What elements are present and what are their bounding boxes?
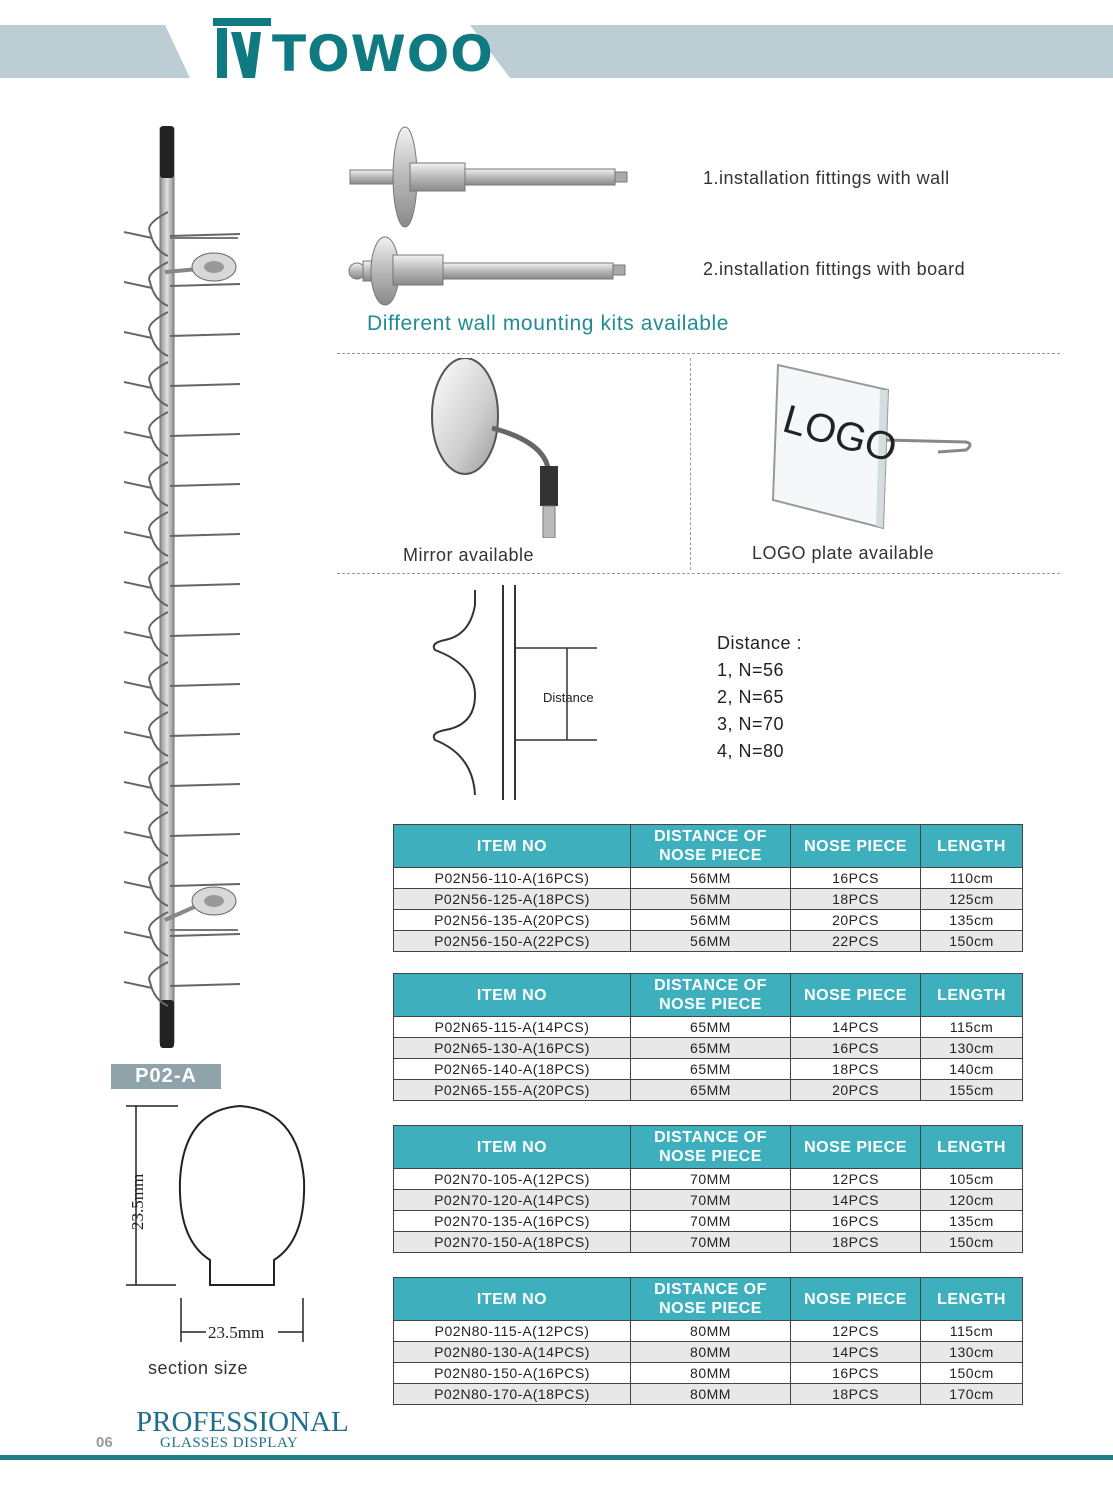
hook-prong (124, 782, 152, 788)
table-cell: 155cm (921, 1080, 1023, 1101)
table-cell: P02N56-125-A(18PCS) (394, 889, 631, 910)
section-width-label: 23.5mm (208, 1323, 265, 1342)
spec-table-n65 (393, 973, 1023, 1101)
mirror-illustration (420, 358, 580, 538)
col-distance-line2: NOSE PIECE (659, 1300, 762, 1317)
table-row (394, 1038, 1023, 1059)
hook-prong (170, 734, 240, 736)
distance-item: 1, N=56 (717, 660, 785, 680)
mirror-caption: Mirror available (403, 545, 535, 565)
table-cell: 115cm (921, 1017, 1023, 1038)
distance-list (717, 630, 802, 765)
hook-prong (124, 732, 152, 738)
board-fitting-illustration (349, 237, 625, 305)
table-cell: 135cm (921, 1211, 1023, 1232)
table-cell: 22PCS (791, 931, 921, 952)
distance-diagram (415, 585, 615, 805)
table-cell: 135cm (921, 910, 1023, 931)
hook-prong (124, 382, 152, 388)
col-item-no: ITEM NO (394, 825, 631, 868)
col-distance (631, 1278, 791, 1321)
hook-prong (170, 384, 240, 386)
kits-title: Different wall mounting kits available (367, 312, 730, 335)
table-cell: 130cm (921, 1038, 1023, 1059)
table-cell: P02N70-105-A(12PCS) (394, 1169, 631, 1190)
col-item-no: ITEM NO (394, 1278, 631, 1321)
table-cell: 70MM (631, 1190, 791, 1211)
table-cell: P02N56-135-A(20PCS) (394, 910, 631, 931)
spec-table-n56 (393, 824, 1023, 952)
table-cell: P02N80-130-A(14PCS) (394, 1342, 631, 1363)
table-row (394, 1017, 1023, 1038)
col-nose-piece: NOSE PIECE (791, 974, 921, 1017)
hook-prong (124, 482, 152, 488)
table-cell: 150cm (921, 1232, 1023, 1253)
table-cell: 140cm (921, 1059, 1023, 1080)
hook-prong (170, 684, 240, 686)
hook-prong (124, 682, 152, 688)
col-item-no: ITEM NO (394, 1126, 631, 1169)
table-cell: 14PCS (791, 1342, 921, 1363)
table-cell: P02N70-120-A(14PCS) (394, 1190, 631, 1211)
hook-prong (170, 584, 240, 586)
divider-top (337, 353, 1060, 354)
header-band-left (0, 25, 190, 78)
table-cell: 16PCS (791, 1363, 921, 1384)
section-height-label: 23.5mm (128, 1173, 147, 1230)
table-cell: P02N65-115-A(14PCS) (394, 1017, 631, 1038)
table-cell: 12PCS (791, 1321, 921, 1342)
hook-prong (124, 282, 152, 288)
page-number: 06 (96, 1434, 113, 1451)
divider-bottom (337, 573, 1060, 574)
brand-logo-icon (213, 18, 271, 78)
table-cell: 80MM (631, 1342, 791, 1363)
table-row (394, 1232, 1023, 1253)
table-cell: 110cm (921, 868, 1023, 889)
table-cell: 150cm (921, 1363, 1023, 1384)
table-row (394, 910, 1023, 931)
table-cell: 56MM (631, 931, 791, 952)
table-row (394, 1384, 1023, 1405)
table-cell: P02N56-150-A(22PCS) (394, 931, 631, 952)
col-length: LENGTH (921, 825, 1023, 868)
table-cell: 16PCS (791, 1211, 921, 1232)
table-row (394, 1169, 1023, 1190)
footer-rule (0, 1455, 1113, 1460)
table-cell: 80MM (631, 1363, 791, 1384)
col-item-no: ITEM NO (394, 974, 631, 1017)
table-cell: 56MM (631, 889, 791, 910)
table-cell: P02N65-155-A(20PCS) (394, 1080, 631, 1101)
col-distance-line1: DISTANCE OF (654, 1281, 767, 1298)
table-cell: 70MM (631, 1211, 791, 1232)
table-header-row (394, 825, 1023, 868)
table-cell: 120cm (921, 1190, 1023, 1211)
logo-plate-illustration (768, 360, 978, 535)
table-cell: 20PCS (791, 1080, 921, 1101)
table-cell: 18PCS (791, 889, 921, 910)
col-distance (631, 825, 791, 868)
hook-prong (170, 484, 240, 486)
wall-fitting-illustration (345, 125, 635, 315)
table-cell: 170cm (921, 1384, 1023, 1405)
col-distance-line1: DISTANCE OF (654, 1129, 767, 1146)
hook-prong (170, 284, 240, 286)
table-row (394, 1059, 1023, 1080)
table-cell: 56MM (631, 910, 791, 931)
table-row (394, 1363, 1023, 1384)
spec-table-n70 (393, 1125, 1023, 1253)
table-header-row (394, 1126, 1023, 1169)
table-cell: 18PCS (791, 1384, 921, 1405)
hook-prong (124, 432, 152, 438)
col-length: LENGTH (921, 1278, 1023, 1321)
header-band-right (470, 25, 1113, 78)
table-cell: 16PCS (791, 868, 921, 889)
spec-table-n80 (393, 1277, 1023, 1405)
footer-professional: PROFESSIONAL (136, 1406, 349, 1438)
distance-item: 4, N=80 (717, 741, 785, 761)
table-cell: 18PCS (791, 1059, 921, 1080)
hook-prong (170, 634, 240, 636)
col-distance-line1: DISTANCE OF (654, 828, 767, 845)
display-rail-illustration (110, 120, 260, 1055)
hook-prong (170, 934, 240, 936)
table-row (394, 931, 1023, 952)
col-distance-line2: NOSE PIECE (659, 1148, 762, 1165)
table-row (394, 1342, 1023, 1363)
col-distance-line2: NOSE PIECE (659, 847, 762, 864)
hook-prong (170, 334, 240, 336)
footer-subtitle: GLASSES DISPLAY (160, 1435, 299, 1451)
hook-prong (124, 582, 152, 588)
hook-prong (124, 532, 152, 538)
hook-prong (170, 834, 240, 836)
table-cell: 56MM (631, 868, 791, 889)
col-distance-line2: NOSE PIECE (659, 996, 762, 1013)
distance-item: 3, N=70 (717, 714, 785, 734)
section-profile-diagram (118, 1100, 318, 1345)
table-cell: 115cm (921, 1321, 1023, 1342)
table-cell: 14PCS (791, 1190, 921, 1211)
hook-prong (124, 632, 152, 638)
logo-plate-text: LOGO (778, 396, 902, 472)
table-cell: 125cm (921, 889, 1023, 910)
table-cell: 150cm (921, 931, 1023, 952)
table-cell: 20PCS (791, 910, 921, 931)
hook-prong (124, 832, 152, 838)
col-length: LENGTH (921, 1126, 1023, 1169)
distance-item: 2, N=65 (717, 687, 785, 707)
table-cell: 80MM (631, 1384, 791, 1405)
table-row (394, 1321, 1023, 1342)
fitting-wall-label: 1.installation fittings with wall (703, 168, 950, 188)
col-distance-line1: DISTANCE OF (654, 977, 767, 994)
table-cell: P02N80-170-A(18PCS) (394, 1384, 631, 1405)
table-cell: P02N80-150-A(16PCS) (394, 1363, 631, 1384)
table-cell: P02N56-110-A(16PCS) (394, 868, 631, 889)
hook-prong (170, 534, 240, 536)
table-cell: P02N70-150-A(18PCS) (394, 1232, 631, 1253)
table-row (394, 868, 1023, 889)
hook-prong (170, 884, 240, 886)
section-size-caption: section size (148, 1358, 249, 1378)
col-length: LENGTH (921, 974, 1023, 1017)
distance-title: Distance : (717, 633, 803, 653)
table-cell: 80MM (631, 1321, 791, 1342)
hook-prong (124, 932, 152, 938)
model-label: P02-A (111, 1064, 221, 1089)
hook-prong (124, 882, 152, 888)
brand-name: TOWOO (272, 25, 494, 83)
table-row (394, 1211, 1023, 1232)
table-row (394, 1080, 1023, 1101)
col-nose-piece: NOSE PIECE (791, 1126, 921, 1169)
hook-prong (124, 982, 152, 988)
hook-prong (124, 232, 152, 238)
divider-middle (690, 358, 691, 570)
logo-plate-caption: LOGO plate available (752, 543, 935, 563)
hook-prong (124, 332, 152, 338)
hook-prong (170, 234, 240, 236)
hook-prong (170, 784, 240, 786)
table-cell: 16PCS (791, 1038, 921, 1059)
hook-prong (170, 434, 240, 436)
fitting-board-label: 2.installation fittings with board (703, 259, 966, 279)
hook-prong (170, 984, 240, 986)
col-nose-piece: NOSE PIECE (791, 1278, 921, 1321)
table-cell: 18PCS (791, 1232, 921, 1253)
table-cell: 130cm (921, 1342, 1023, 1363)
table-row (394, 889, 1023, 910)
table-cell: P02N70-135-A(16PCS) (394, 1211, 631, 1232)
table-cell: 14PCS (791, 1017, 921, 1038)
table-cell: 65MM (631, 1059, 791, 1080)
table-header-row (394, 974, 1023, 1017)
table-cell: 65MM (631, 1080, 791, 1101)
col-nose-piece: NOSE PIECE (791, 825, 921, 868)
table-cell: P02N65-130-A(16PCS) (394, 1038, 631, 1059)
table-cell: 65MM (631, 1017, 791, 1038)
table-cell: 12PCS (791, 1169, 921, 1190)
table-cell: 65MM (631, 1038, 791, 1059)
col-distance (631, 1126, 791, 1169)
distance-diagram-label: Distance (543, 690, 594, 705)
table-header-row (394, 1278, 1023, 1321)
col-distance (631, 974, 791, 1017)
table-cell: 70MM (631, 1232, 791, 1253)
table-cell: P02N80-115-A(12PCS) (394, 1321, 631, 1342)
table-cell: 70MM (631, 1169, 791, 1190)
table-cell: 105cm (921, 1169, 1023, 1190)
table-cell: P02N65-140-A(18PCS) (394, 1059, 631, 1080)
table-row (394, 1190, 1023, 1211)
